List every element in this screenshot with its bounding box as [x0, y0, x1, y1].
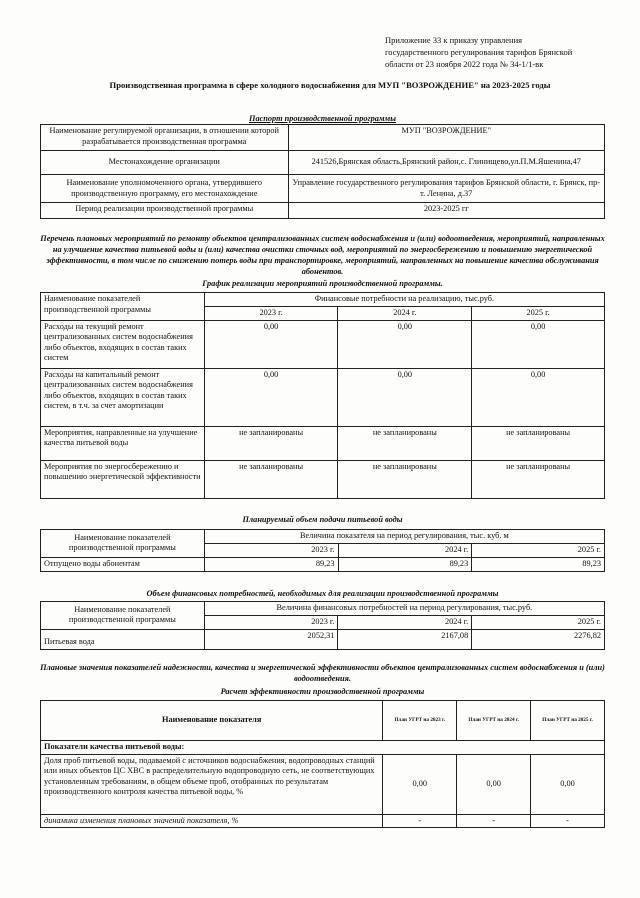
cell-value: 0,00: [204, 320, 338, 368]
cell-value: 0,00: [204, 368, 338, 426]
plan-header: План УГРТ на 2025 г.: [531, 701, 605, 741]
table-row: [41, 426, 605, 460]
passport-row: [41, 151, 605, 175]
year-header: 2024 г.: [338, 307, 472, 321]
passport-label: Наименование регулируемой организации, в отношении которой разрабатывается производственная программа: [41, 125, 289, 151]
appendix-line: государственного регулирования тарифов Брянской: [385, 47, 573, 57]
year-header: 2025 г.: [472, 544, 605, 558]
year-header: 2023 г.: [204, 307, 338, 321]
appendix-note: [385, 34, 605, 70]
plan-header: План УГРТ на 2024 г.: [457, 701, 531, 741]
table-row: [41, 368, 605, 426]
cell-value: не запланированы: [472, 426, 605, 460]
cell-value: 2276,82: [472, 629, 605, 649]
efficiency-caption: Плановые значения показателей надежности, качества и энергетической эффективности объектов централизованных систем водоснабжения и (или) водоотведения.: [40, 663, 605, 683]
row-label: Расходы на капитальный ремонт централизованных систем водоснабжения либо объектов, входящих в состав таких систем, в т.ч. за счет амортизации: [41, 368, 205, 426]
passport-caption: Паспорт производственной программы: [249, 114, 396, 123]
passport-value: 241526,Брянская область,Брянский район,с. Глинищево,ул.П.М.Яшенина,47: [288, 151, 604, 175]
plan-header: План УГРТ на 2023 г.: [383, 701, 457, 741]
year-header: 2025 г.: [472, 307, 605, 321]
finance-caption: Объем финансовых потребностей, необходимых для реализации производственной программы: [146, 589, 499, 598]
finance-header-value: Величина финансовых потребностей на период регулирования, тыс.руб.: [204, 602, 604, 616]
measures-caption: Перечень плановых мероприятий по ремонту объектов централизованных систем водоснабжения и (или) водоотведения, мероприятий, направленных на улучшение качества питьевой воды и (или) качества очистки сточных вод, мероприятий по энергосбережению и повышению энергетической эффективности, в том числе по снижению потерь воды при транспортировке, мероприятий, направленных на повышение качества обслуживания абонентов.: [40, 234, 605, 276]
supply-header-name: Наименование показателей производственной программы: [41, 530, 205, 558]
cell-value: 0,00: [531, 754, 605, 814]
efficiency-subcaption: Расчет эффективности производственной программы: [220, 687, 425, 696]
row-label: Мероприятия по энергосбережению и повышению энергетической эффективности: [41, 460, 205, 498]
passport-label: Период реализации производственной программы: [41, 203, 289, 219]
cell-value: 0,00: [472, 320, 605, 368]
cell-value: 0,00: [457, 754, 531, 814]
finance-table: [40, 601, 605, 650]
cell-value: 0,00: [338, 368, 472, 426]
cell-value: 2167,08: [338, 629, 472, 649]
cell-value: 0,00: [338, 320, 472, 368]
measures-header-name: Наименование показателей производственной программы: [41, 293, 205, 321]
cell-value: 89,23: [338, 557, 472, 571]
table-row: [41, 629, 605, 649]
measures-table: [40, 292, 605, 499]
year-header: 2023 г.: [204, 544, 338, 558]
cell-value: не запланированы: [472, 460, 605, 498]
cell-value: 0,00: [383, 754, 457, 814]
passport-label: Местонахождение организации: [41, 151, 289, 175]
section-heading: Показатели качества питьевой воды:: [41, 741, 605, 755]
supply-caption: Планируемый объем подачи питьевой воды: [242, 515, 403, 524]
row-label: Расходы на текущий ремонт централизованных систем водоснабжения либо объектов, входящих в состав таких систем: [41, 320, 205, 368]
cell-value: 2052,31: [204, 629, 338, 649]
passport-value: Управление государственного регулирования тарифов Брянской области, г. Брянск, пр-т. Ленина, д.37: [288, 175, 604, 203]
cell-value: не запланированы: [204, 426, 338, 460]
year-header: 2023 г.: [204, 616, 338, 630]
cell-value: 89,23: [472, 557, 605, 571]
finance-header-name: Наименование показателей производственной программы: [41, 602, 205, 630]
efficiency-header-name: Наименование показателя: [41, 701, 383, 741]
row-label: динамика изменения плановых значений показателя, %: [41, 814, 383, 828]
year-header: 2025 г.: [472, 616, 605, 630]
table-row: [41, 460, 605, 498]
cell-value: не запланированы: [204, 460, 338, 498]
cell-value: 89,23: [204, 557, 338, 571]
row-label: Мероприятия, направленные на улучшение качества питьевой воды: [41, 426, 205, 460]
cell-value: -: [531, 814, 605, 828]
cell-value: 0,00: [472, 368, 605, 426]
passport-table: [40, 124, 605, 219]
row-label: Отпущено воды абонентам: [41, 557, 205, 571]
passport-label: Наименование уполномоченного органа, утвердившего производственную программу, его местонахождение: [41, 175, 289, 203]
year-header: 2024 г.: [338, 544, 472, 558]
table-row: [41, 557, 605, 571]
row-label: Питьевая вода: [41, 629, 205, 649]
table-row: [41, 754, 605, 814]
efficiency-table: [40, 700, 605, 828]
cell-value: не запланированы: [338, 460, 472, 498]
supply-table: [40, 529, 605, 572]
cell-value: -: [457, 814, 531, 828]
cell-value: -: [383, 814, 457, 828]
supply-header-value: Величина показателя на период регулирования, тыс. куб. м: [204, 530, 604, 544]
passport-row: [41, 203, 605, 219]
passport-row: [41, 175, 605, 203]
table-row: [41, 814, 605, 828]
table-row: [41, 320, 605, 368]
passport-value: МУП "ВОЗРОЖДЕНИЕ": [288, 125, 604, 151]
appendix-line: области от 23 ноября 2022 года № 34-1/1-вк: [385, 59, 544, 69]
cell-value: не запланированы: [338, 426, 472, 460]
measures-header-finance: Финансовые потребности на реализацию, тыс.руб.: [204, 293, 604, 307]
measures-subcaption: График реализации мероприятий производственной программы.: [202, 279, 443, 288]
year-header: 2024 г.: [338, 616, 472, 630]
appendix-line: Приложение 33 к приказу управления: [385, 35, 523, 45]
row-label: Доля проб питьевой воды, подаваемой с источников водоснабжения, водопроводных станций или иных объектов ЦС ХВС в распределительную водопроводную сеть, не соответствующих установленным требованиям, в общем объеме проб, отобранных по результатам производственного контроля качества питьевой воды, %: [41, 754, 383, 814]
page-title: Производственная программа в сфере холодного водоснабжения для МУП "ВОЗРОЖДЕНИЕ" на 2023-2025 годы: [109, 80, 551, 90]
passport-row: [41, 125, 605, 151]
passport-value: 2023-2025 гг: [288, 203, 604, 219]
